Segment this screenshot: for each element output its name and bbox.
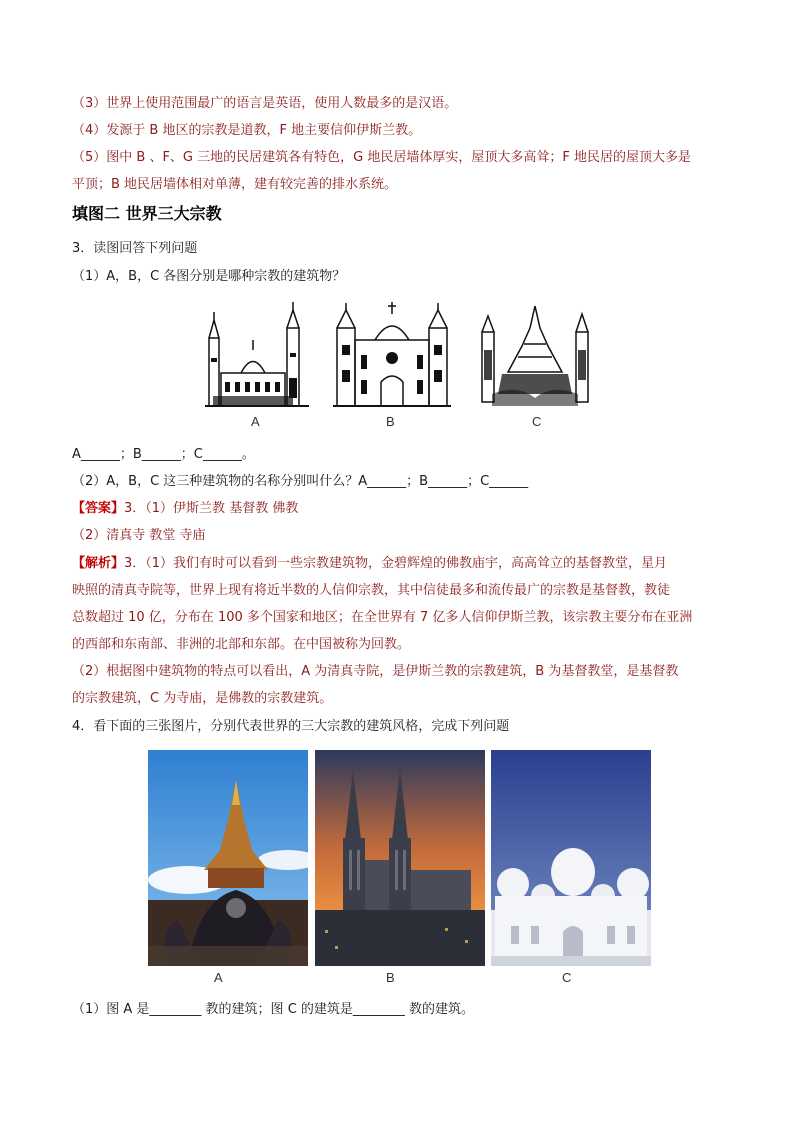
mosque-drawing — [203, 298, 313, 413]
q4-label-a: A — [214, 970, 223, 985]
q3-answer-2: （2）清真寺 教堂 寺庙 — [72, 528, 206, 543]
photo-buddhist-temple — [148, 750, 308, 966]
q3-analysis-4: 的西部和东南部、非洲的北部和东部。在中国被称为回教。 — [72, 637, 411, 652]
q3-analysis-5: （2）根据图中建筑物的特点可以看出，A 为清真寺院，是伊斯兰教的宗教建筑，B 为基督教堂，是基督教 — [72, 664, 679, 679]
answer-line-5b: 平顶；B 地民居墙体相对单薄，建有较完善的排水系统。 — [72, 177, 398, 192]
q4-label-b: B — [386, 970, 395, 985]
analysis-tag: 【解析】 — [72, 556, 125, 571]
q4-sub1: （1）图 A 是________ 教的建筑；图 C 的建筑是________ 教的建筑。 — [72, 1002, 475, 1017]
q3-label-c: C — [532, 414, 542, 429]
photo-cathedral — [315, 750, 485, 966]
q3-label-b: B — [386, 414, 395, 429]
analysis-text-1: 3．（1）我们有时可以看到一些宗教建筑物，金碧辉煌的佛教庙宇，高高耸立的基督教堂，星月 — [124, 556, 668, 571]
answer-line-3: （3）世界上使用范围最广的语言是英语，使用人数最多的是汉语。 — [72, 96, 458, 111]
q3-analysis-2: 映照的清真寺院等，世界上现有将近半数的人信仰宗教，其中信徒最多和流传最广的宗教是基督教，教徒 — [72, 583, 671, 598]
answer-tag: 【答案】 — [72, 501, 125, 516]
q3-blank-1: A______；B______；C______。 — [72, 447, 255, 462]
q3-analysis-6: 的宗教建筑，C 为寺庙，是佛教的宗教建筑。 — [72, 691, 333, 706]
section-title: 填图二 世界三大宗教 — [72, 204, 222, 223]
answer-line-4: （4）发源于 B 地区的宗教是道教，F 地主要信仰伊斯兰教。 — [72, 123, 422, 138]
q3-stem: 3．读图回答下列问题 — [72, 241, 198, 256]
q4-stem: 4．看下面的三张图片，分别代表世界的三大宗教的建筑风格，完成下列问题 — [72, 719, 510, 734]
photo-mosque — [491, 750, 651, 966]
q3-label-a: A — [251, 414, 260, 429]
q4-label-c: C — [562, 970, 572, 985]
answer-text-1: 3．（1）伊斯兰教 基督教 佛教 — [124, 501, 299, 516]
q3-analysis-3: 总数超过 10 亿，分布在 100 多个国家和地区；在全世界有 7 亿多人信仰伊斯兰教，该宗教主要分布在亚洲 — [72, 610, 693, 625]
q3-answer-1 — [72, 500, 298, 518]
answer-line-5a: （5）图中 B 、F、G 三地的民居建筑各有特色，G 地民居墙体厚实，屋顶大多高耸；F 地民居的屋顶大多是 — [72, 150, 691, 165]
q3-analysis-1 — [72, 555, 667, 573]
cathedral-drawing — [333, 300, 451, 412]
temple-drawing — [478, 302, 593, 410]
q3-sub2: （2）A，B，C 这三种建筑物的名称分别叫什么？A______；B______；C______ — [72, 474, 529, 489]
q3-sub1: （1）A，B，C 各图分别是哪种宗教的建筑物？ — [72, 269, 346, 284]
